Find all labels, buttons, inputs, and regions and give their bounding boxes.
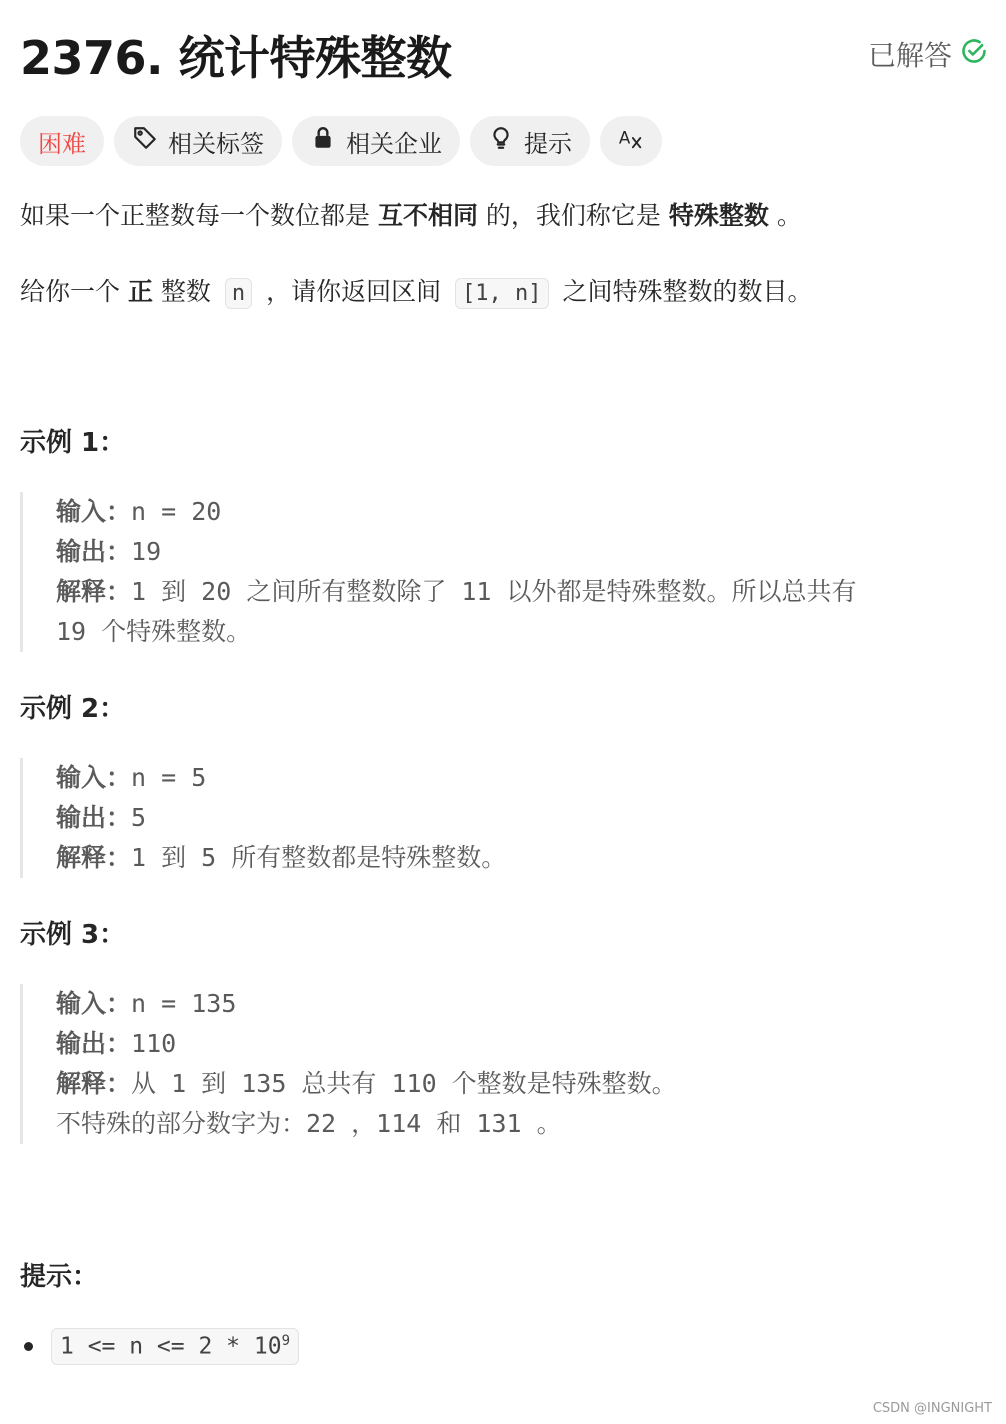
constraint-exponent: 9 (281, 1333, 290, 1349)
watermark-footer: CSDN @INGNIGHT (872, 1401, 992, 1416)
difficulty-label: 困难 (38, 129, 86, 158)
output-label: 输出： (56, 537, 132, 566)
example-block (20, 758, 506, 878)
input-value: n = 20 (131, 497, 222, 526)
description-paragraph-2 (20, 272, 812, 314)
desc-text: 给你一个 (20, 277, 128, 306)
explain-text: 不特殊的部分数字为：22 ，114 和 131 。 (56, 1109, 562, 1138)
explain-text: 1 到 20 之间所有整数除了 11 以外都是特殊整数。所以总共有 (131, 577, 857, 606)
example-block (20, 492, 857, 652)
tag-bar (20, 116, 662, 166)
desc-bold: 互不相同 (377, 201, 478, 230)
desc-text: 如果一个正整数每一个数位都是 (20, 201, 378, 230)
check-circle-icon (960, 37, 988, 72)
desc-text: 的，我们称它是 (477, 201, 669, 230)
input-value: n = 5 (131, 763, 207, 792)
input-label: 输入： (56, 497, 132, 526)
related-companies-button[interactable] (292, 116, 460, 166)
input-label: 输入： (56, 989, 132, 1018)
tag-icon (132, 125, 158, 157)
solved-status-label: 已解答 (867, 39, 952, 72)
desc-bold: 特殊整数 (668, 201, 769, 230)
inline-code: [1, n] (455, 278, 548, 309)
output-label: 输出： (56, 1029, 132, 1058)
desc-text: 整数 (152, 277, 219, 306)
desc-bold: 正 (127, 277, 153, 306)
example-title: 示例 2： (20, 694, 126, 724)
desc-text: ，请你返回区间 (258, 277, 450, 306)
constraint-code (51, 1328, 299, 1365)
hint-label: 提示 (524, 129, 572, 158)
output-label: 输出： (56, 803, 132, 832)
input-label: 输入： (56, 763, 132, 792)
hint-button[interactable] (470, 116, 590, 166)
lightbulb-icon (488, 125, 514, 157)
explain-label: 解释： (56, 577, 132, 606)
desc-text: 。 (768, 201, 802, 230)
bullet-icon (24, 1342, 33, 1351)
inline-code: n (225, 278, 252, 309)
output-value: 5 (131, 803, 147, 832)
explain-text: 19 个特殊整数。 (56, 617, 252, 646)
desc-text: 之间特殊整数的数目。 (554, 277, 813, 306)
related-tags-label: 相关标签 (168, 129, 264, 158)
explain-text: 从 1 到 135 总共有 110 个整数是特殊整数。 (131, 1069, 677, 1098)
list-item (24, 1328, 299, 1365)
output-value: 110 (131, 1029, 177, 1058)
example-title: 示例 1： (20, 428, 126, 458)
example-block (20, 984, 677, 1144)
description-paragraph-1 (20, 196, 802, 236)
translate-icon (618, 125, 644, 157)
output-value: 19 (131, 537, 162, 566)
explain-text: 1 到 5 所有整数都是特殊整数。 (131, 843, 507, 872)
input-value: n = 135 (131, 989, 237, 1018)
difficulty-badge[interactable] (20, 116, 104, 166)
related-tags-button[interactable] (114, 116, 282, 166)
explain-label: 解释： (56, 843, 132, 872)
solved-status (868, 34, 988, 74)
hints-title: 提示： (20, 1262, 99, 1292)
explain-label: 解释： (56, 1069, 132, 1098)
example-title: 示例 3： (20, 920, 126, 950)
constraint-base: 1 <= n <= 2 * 10 (60, 1333, 282, 1360)
problem-title: 2376. 统计特殊整数 (20, 31, 452, 85)
translate-icon-letter: A (618, 127, 631, 148)
translate-button[interactable] (600, 116, 662, 166)
related-companies-label: 相关企业 (346, 129, 442, 158)
lock-icon (310, 125, 336, 157)
